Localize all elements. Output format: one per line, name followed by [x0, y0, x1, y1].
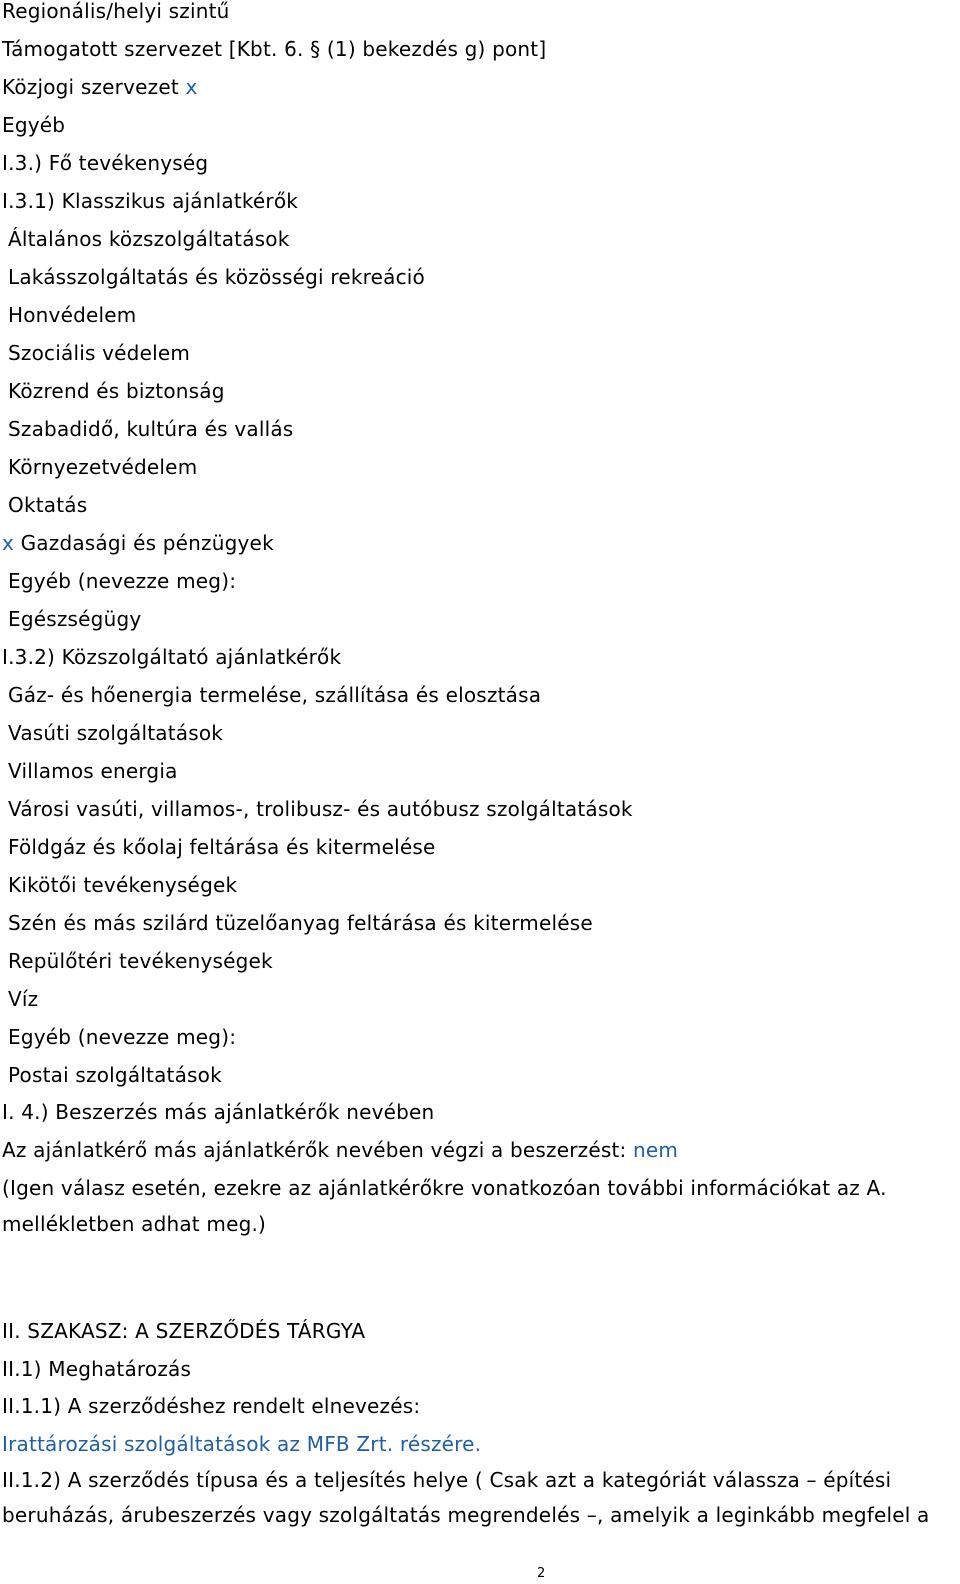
utility-gas-oil: Földgáz és kőolaj feltárása és kitermelése [8, 835, 436, 859]
on-behalf-heading: I. 4.) Beszerzés más ajánlatkérők nevében [2, 1100, 435, 1124]
utility-port: Kikötői tevékenységek [8, 873, 238, 897]
economic-selected-mark: x [2, 531, 15, 555]
utility-electricity: Villamos energia [8, 759, 178, 783]
supported-organization-text: Támogatott szervezet [Kbt. 6. § (1) bekezdés g) pont] [2, 37, 547, 61]
utility-airport: Repülőtéri tevékenységek [8, 949, 273, 973]
public-law-organization-row [2, 74, 198, 100]
activity-economic-row [2, 530, 274, 556]
public-law-selected-mark: x [185, 75, 198, 99]
contract-name-value: Irattározási szolgáltatások az MFB Zrt. részére. [2, 1432, 482, 1456]
activity-environment: Környezetvédelem [8, 455, 198, 479]
contract-type-line-2: beruházás, árubeszerzés vagy szolgáltatás megrendelés –, amelyik a leginkább megfelel a [2, 1503, 930, 1527]
contract-name-label: II.1.1) A szerződéshez rendelt elnevezés: [2, 1394, 421, 1418]
activity-other-specify: Egyéb (nevezze meg): [8, 569, 237, 593]
activity-education: Oktatás [8, 493, 88, 517]
other-option-text: Egyéb [2, 113, 66, 137]
utility-postal: Postai szolgáltatások [8, 1063, 222, 1087]
on-behalf-question: Az ajánlatkérő más ajánlatkérők nevében végzi a beszerzést: [2, 1138, 627, 1162]
main-activity-heading: I.3.) Fő tevékenység [2, 151, 209, 175]
section-two-heading: II. SZAKASZ: A SZERZŐDÉS TÁRGYA [2, 1319, 366, 1343]
activity-health: Egészségügy [8, 607, 142, 631]
utility-other-specify: Egyéb (nevezze meg): [8, 1025, 237, 1049]
utility-water: Víz [8, 987, 39, 1011]
yes-note-line-2: mellékletben adhat meg.) [2, 1212, 267, 1236]
activity-defence: Honvédelem [8, 303, 137, 327]
activity-housing: Lakásszolgáltatás és közösségi rekreáció [8, 265, 425, 289]
activity-social-protection: Szociális védelem [8, 341, 191, 365]
page-number: 2 [537, 1566, 546, 1581]
utility-gas-heat: Gáz- és hőenergia termelése, szállítása és elosztása [8, 683, 542, 707]
regional-level-text: Regionális/helyi szintű [2, 0, 230, 23]
definition-heading: II.1) Meghatározás [2, 1357, 192, 1381]
utility-contracting-authorities-heading: I.3.2) Közszolgáltató ajánlatkérők [2, 645, 342, 669]
on-behalf-answer: nem [633, 1138, 679, 1162]
activity-leisure: Szabadidő, kultúra és vallás [8, 417, 294, 441]
classic-contracting-authorities-heading: I.3.1) Klasszikus ajánlatkérők [2, 189, 299, 213]
on-behalf-row [2, 1137, 678, 1163]
activity-general-public-services: Általános közszolgáltatások [8, 227, 290, 251]
utility-urban-transport: Városi vasúti, villamos-, trolibusz- és autóbusz szolgáltatások [8, 797, 633, 821]
yes-note-line-1: (Igen válasz esetén, ezekre az ajánlatkérőkre vonatkozóan további információkat az A. [2, 1176, 887, 1200]
utility-coal: Szén és más szilárd tüzelőanyag feltárása és kitermelése [8, 911, 593, 935]
public-law-organization-label: Közjogi szervezet [2, 75, 179, 99]
activity-economic: Gazdasági és pénzügyek [20, 531, 274, 555]
utility-railway: Vasúti szolgáltatások [8, 721, 224, 745]
activity-public-order: Közrend és biztonság [8, 379, 225, 403]
contract-type-line-1: II.1.2) A szerződés típusa és a teljesítés helye ( Csak azt a kategóriát válassza – építési [2, 1468, 892, 1492]
